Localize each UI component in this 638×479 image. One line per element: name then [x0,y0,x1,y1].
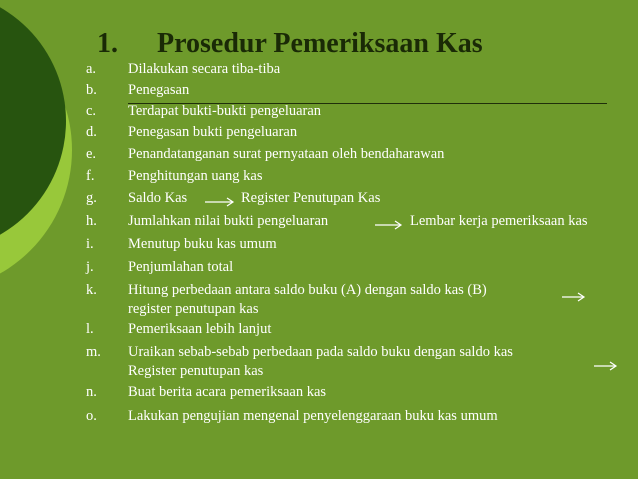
item-text: Saldo Kas [128,190,188,206]
item-letter: m. [86,344,101,360]
item-letter: j. [86,259,94,275]
item-continuation: register penutupan kas [128,301,259,317]
item-letter: o. [86,408,97,424]
item-letter: n. [86,384,97,400]
item-target: Register Penutupan Kas [241,190,381,206]
item-text: Dilakukan secara tiba-tiba [128,61,281,77]
item-letter: c. [86,103,97,119]
item-text: Uraikan sebab-sebab perbedaan pada saldo buku dengan saldo kas [128,344,513,360]
title-number: 1. [97,28,118,59]
item-text: Penjumlahan total [128,259,234,275]
item-text: Lakukan pengujian mengenal penyelenggaraan buku kas umum [128,408,498,424]
arrow-right-icon [562,292,588,302]
item-letter: b. [86,82,97,98]
item-target: Lembar kerja pemeriksaan kas [410,213,588,229]
item-text: Penghitungan uang kas [128,168,263,184]
item-letter: f. [86,168,95,184]
item-letter: a. [86,61,97,77]
item-text: Buat berita acara pemeriksaan kas [128,384,327,400]
item-text: Penegasan bukti pengeluaran [128,124,298,140]
item-text: Jumlahkan nilai bukti pengeluaran [128,213,329,229]
item-letter: d. [86,124,97,140]
item-text: Menutup buku kas umum [128,236,277,252]
item-text: Penegasan [128,82,190,98]
arrow-right-icon [594,361,620,371]
item-text: Terdapat bukti-bukti pengeluaran [128,103,322,119]
arrow-right-icon [205,197,237,207]
item-letter: h. [86,213,97,229]
item-letter: e. [86,146,97,162]
item-text: Hitung perbedaan antara saldo buku (A) dengan saldo kas (B) [128,282,487,298]
arrow-right-icon [375,220,405,230]
item-letter: i. [86,236,94,252]
item-letter: k. [86,282,97,298]
item-text: Penandatanganan surat pernyataan oleh bendaharawan [128,146,445,162]
item-text: Pemeriksaan lebih lanjut [128,321,272,337]
item-letter: g. [86,190,97,206]
item-continuation: Register penutupan kas [128,363,264,379]
item-letter: l. [86,321,94,337]
title-text: Prosedur Pemeriksaan Kas [157,28,483,59]
